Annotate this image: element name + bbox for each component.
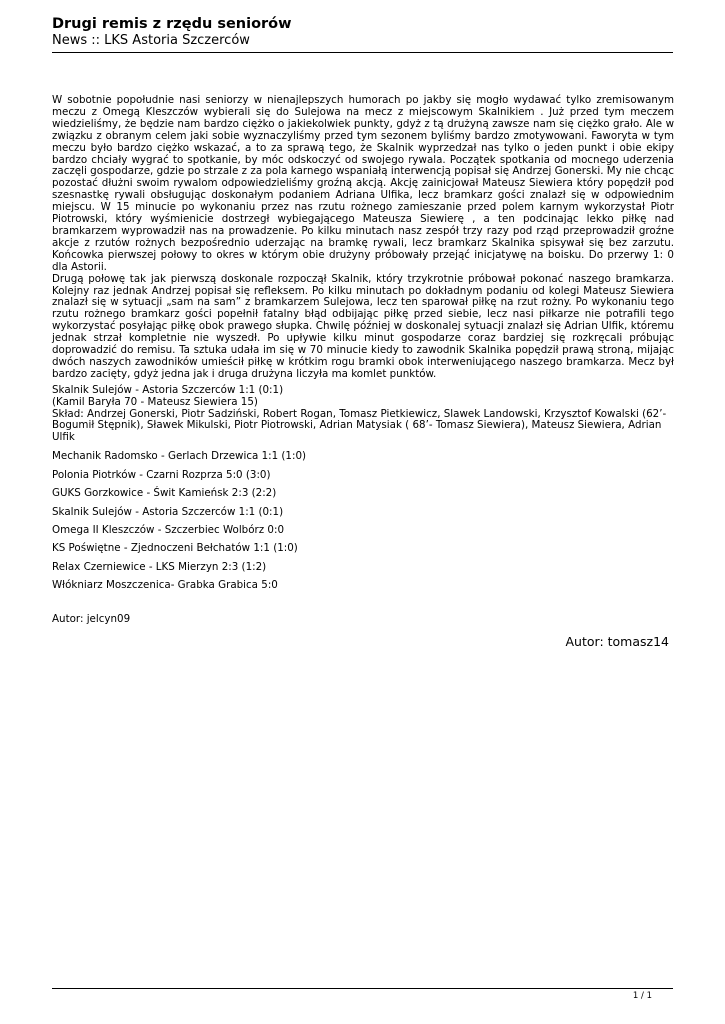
article-paragraph-1: W sobotnie popołudnie nasi seniorzy w nienajlepszych humorach po jakby się mogło wydawać tylko zremisowanym meczu z Omegą Kleszczów wybierali się do Sulejowa na mecz z miejscowym Skalnikiem . Już przed tym meczem wiedzieliśmy, że będzie nam bardzo ciężko o jakiekolwiek punkty, gdyż z tą drużyną zawsze nam się ciężko grało. Ale w związku z obranym celem jaki sobie wyznaczyliśmy przed tym sezonem byliśmy bardzo zmotywowani. Faworyta w tym meczu było bardzo ciężko wskazać, a to za sprawą tego, że Skalnik wyprzedzał nas tylko o jeden punkt i obie ekipy bardzo chciały wygrać to spotkanie, by móc odskoczyć od swojego rywala. Początek spotkania od mocnego uderzenia zaczęli gospodarze, gdzie po strzale z za pola karnego wspaniałą interwencją popisał się Andrzej Gonerski. My nie chcąc pozostać dłużni swoim rywalom odpowiedzieliśmy groźną akcją. Akcję zainicjował Mateusz Siewiera który popędził pod szesnastkę rywali obsługując doskonałym podaniem Adriana Ulfika, lecz bramkarz gości znalazł się w odpowiednim miejscu. W 15 minucie po wykonaniu przez nas rzutu rożnego zamieszanie przed polem karnym wykorzystał Piotr Piotrowski, który wyśmienicie dostrzegł wybiegającego Mateusza Siewierę , a ten podcinając lekko piłkę nad bramkarzem wyprowadził nas na prowadzenie. Po kilku minutach nasz zespół trzy razy pod rząd przeprowadził groźne akcje z rzutów rożnych bezpośrednio uderzając na bramkę rywali, lecz bramkarz Skalnika spisywał się bez zarzutu. Końcowka pierwszej połowy to okres w którym obie drużyny próbowały przejąć inicjatywę na boisku. Do przerwy 1: 0 dla Astorii. [52,94,674,273]
round-results [52,451,674,592]
inline-author: Autor: jelcyn09 [52,613,131,626]
result-item: Omega II Kleszczów - Szczerbiec Wolbórz 0:0 [52,523,285,536]
result-item: KS Poświętne - Zjednoczeni Bełchatów 1:1 (1:0) [52,542,298,555]
match-score-line: Skalnik Sulejów - Astoria Szczerców 1:1 (0:1) [52,383,284,396]
match-scorers-line: (Kamil Baryła 70 - Mateusz Siewiera 15) [52,395,258,408]
match-details [52,385,674,445]
result-item: Mechanik Radomsko - Gerlach Drzewica 1:1 (1:0) [52,450,307,463]
match-lineup-line: Skład: Andrzej Gonerski, Piotr Sadziński, Robert Rogan, Tomasz Pietkiewicz, Slawek Landowski, Krzysztof Kowalski (62’- Bogumił Stępnik), Sławek Mikulski, Piotr Piotrowski, Adrian Matysiak ( 68’- Tomasz Siewiera), Mateusz Siewiera, Adrian Ulfik [52,407,667,444]
result-item: Włókniarz Moszczenica- Grabka Grabica 5:0 [52,579,278,592]
page-number: 1 / 1 [632,991,652,1001]
result-item: Polonia Piotrków - Czarni Rozprza 5:0 (3:0) [52,468,271,481]
result-item: Relax Czerniewice - LKS Mierzyn 2:3 (1:2) [52,560,267,573]
header-divider [52,52,673,53]
article-paragraph-2: Drugą połowę tak jak pierwszą doskonale rozpoczął Skalnik, który trzykrotnie próbował pokonać naszego bramkarza. Kolejny raz jednak Andrzej popisał się refleksem. Po kilku minutach po dokładnym podaniu od kolegi Mateusz Siewiera znalazł się w sytuacji „sam na sam” z bramkarzem Sulejowa, lecz ten sparował piłkę na rzut rożny. Po wykonaniu tego rzutu rożnego bramkarz gości popełnił fatalny błąd odbijając piłkę przed siebie, lecz nasi piłkarze nie potrafili tego wykorzystać posyłając piłkę obok prawego słupka. Chwilę później w doskonalej sytuacji znalazł się Adrian Ulfik, któremu jednak strzał kompletnie nie wyszedł. Po upływie kilku minut gospodarze coraz bardziej się rozkręcali próbując doprowadzić do remisu. Ta sztuka udała im się w 70 minucie kiedy to zawodnik Skalnika popędził prawą stroną, mijając dwóch naszych zawodników umieścił piłkę w krótkim rogu bramki obok interweniującego naszego bramkarza. Mecz był bardzo zacięty, gdyż jedna jak i druga drużyna liczyła ma komlet punktów. [52,272,674,380]
page-header [52,16,672,49]
footer-author: Autor: tomasz14 [565,634,669,649]
article-title: Drugi remis z rzędu seniorów [52,16,292,32]
article-body [52,95,674,626]
article-subtitle: News :: LKS Astoria Szczerców [52,33,250,48]
footer-divider [52,988,673,989]
result-item: GUKS Gorzkowice - Świt Kamieńsk 2:3 (2:2) [52,487,277,500]
result-item: Skalnik Sulejów - Astoria Szczerców 1:1 (0:1) [52,505,284,518]
